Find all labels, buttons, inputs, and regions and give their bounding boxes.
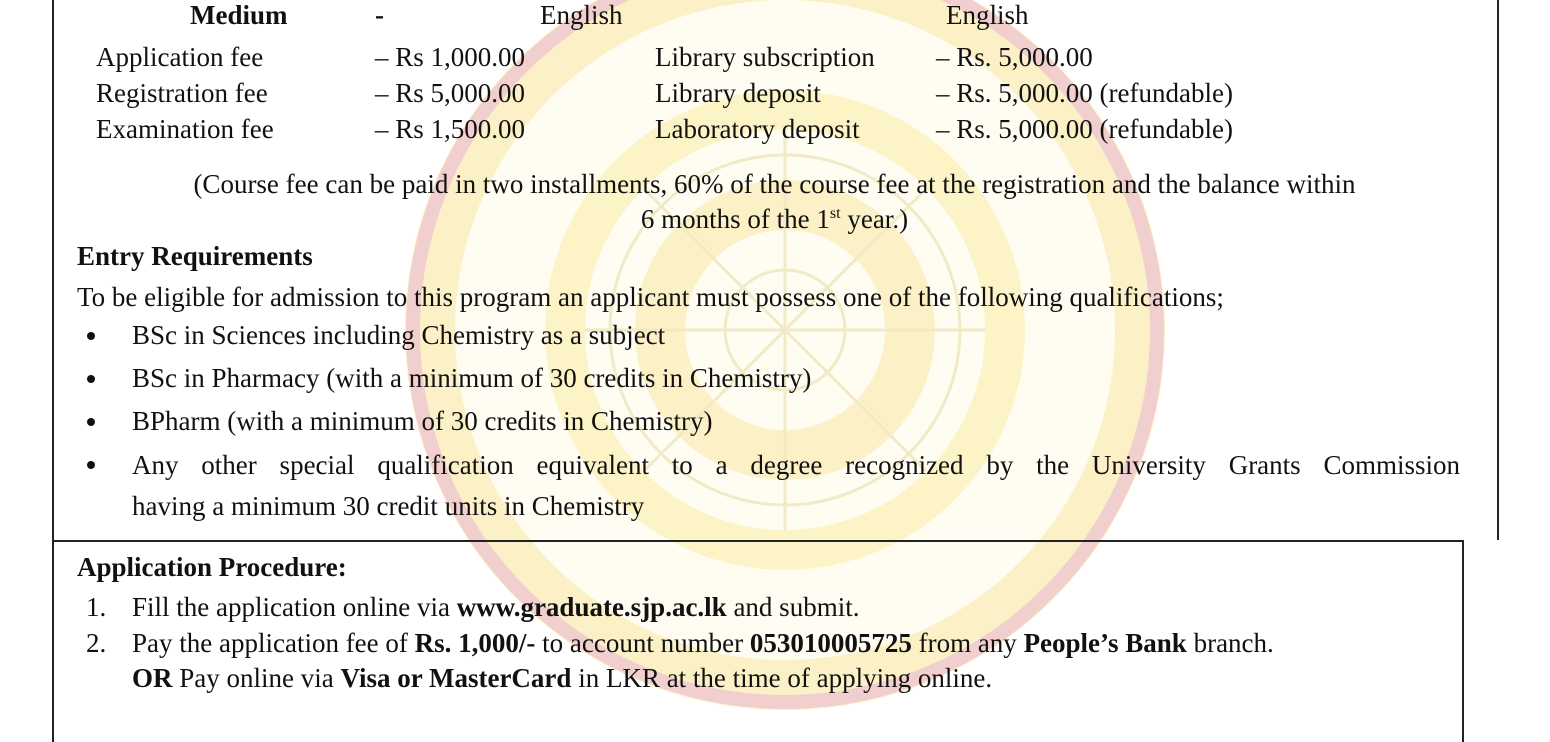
bank-name: People’s Bank (1023, 628, 1187, 658)
fee-table-header-medium: Medium (190, 0, 288, 30)
entry-item: BSc in Pharmacy (with a minimum of 30 credits in Chemistry) (132, 363, 812, 393)
procedure-step-2-line1 (132, 630, 1274, 657)
procedure-step-1 (132, 594, 859, 621)
fee-label: Laboratory deposit (655, 114, 860, 144)
course-fee-note-line2-pre: 6 months of the 1 (640, 204, 830, 234)
fee-table-header-english-1: English (540, 0, 623, 30)
fee-value: – Rs 1,500.00 (375, 114, 526, 144)
course-fee-note-superscript: st (829, 205, 841, 222)
fee-value: – Rs. 5,000.00 (refundable) (936, 114, 1233, 144)
graduate-site-link[interactable]: www.graduate.sjp.ac.lk (456, 592, 727, 622)
bullet-icon (87, 332, 95, 340)
entry-requirements-intro: To be eligible for admission to this program an applicant must possess one of the following qualifications; (77, 282, 1224, 312)
fee-label: Library subscription (655, 42, 875, 72)
fee-value: – Rs. 5,000.00 (refundable) (936, 78, 1233, 108)
fee-label: Registration fee (96, 78, 268, 108)
card-types: Visa or MasterCard (340, 663, 572, 693)
bullet-icon (87, 375, 95, 383)
entry-item-4-line2: having a minimum 30 credit units in Chemistry (132, 491, 645, 521)
course-fee-note-line2-post: year.) (840, 204, 909, 234)
entry-item: BPharm (with a minimum of 30 credits in Chemistry) (132, 406, 713, 436)
bullet-icon (87, 418, 95, 426)
fee-value: – Rs 5,000.00 (375, 78, 526, 108)
procedure-step-2-mid2: from any (911, 628, 1024, 658)
fee-value: – Rs. 5,000.00 (936, 42, 1093, 72)
fee-label: Examination fee (96, 114, 274, 144)
fee-label: Library deposit (655, 78, 821, 108)
application-procedure-heading: Application Procedure: (77, 552, 347, 582)
procedure-step-2-pre: Pay the application fee of (132, 628, 415, 658)
fee-table-header-english-2: English (946, 0, 1029, 30)
frame-left-border (52, 0, 54, 540)
procedure-step-1-pre: Fill the application online via (132, 592, 457, 622)
entry-item: BSc in Sciences including Chemistry as a subject (132, 320, 666, 350)
entry-requirements-heading: Entry Requirements (77, 241, 313, 271)
procedure-step-2-line2-pre: Pay online via (172, 663, 341, 693)
procedure-step-2-mid: to account number (535, 628, 750, 658)
bullet-icon (87, 461, 95, 469)
course-fee-note-line2 (52, 206, 1497, 233)
procedure-step-2-line2 (132, 665, 992, 692)
fee-label: Application fee (96, 42, 264, 72)
procedure-step-number: 1. (86, 592, 107, 622)
procedure-step-2-post: branch. (1186, 628, 1274, 658)
course-fee-note-line1: (Course fee can be paid in two installments, 60% of the course fee at the registration and the balance within (193, 169, 1356, 199)
account-number: 053010005725 (749, 628, 912, 658)
frame-right-border (1497, 0, 1499, 540)
fee-table-header-dash: - (375, 0, 384, 30)
fee-value: – Rs 1,000.00 (375, 42, 526, 72)
procedure-step-2-line2-post: in LKR at the time of applying online. (571, 663, 993, 693)
procedure-or: OR (132, 663, 173, 693)
procedure-step-number: 2. (86, 628, 107, 658)
entry-item-4-line1: Any other special qualification equivalent to a degree recognized by the University Grants Commission (132, 450, 1460, 480)
procedure-step-1-post: and submit. (726, 592, 860, 622)
application-fee-amount: Rs. 1,000/- (414, 628, 536, 658)
